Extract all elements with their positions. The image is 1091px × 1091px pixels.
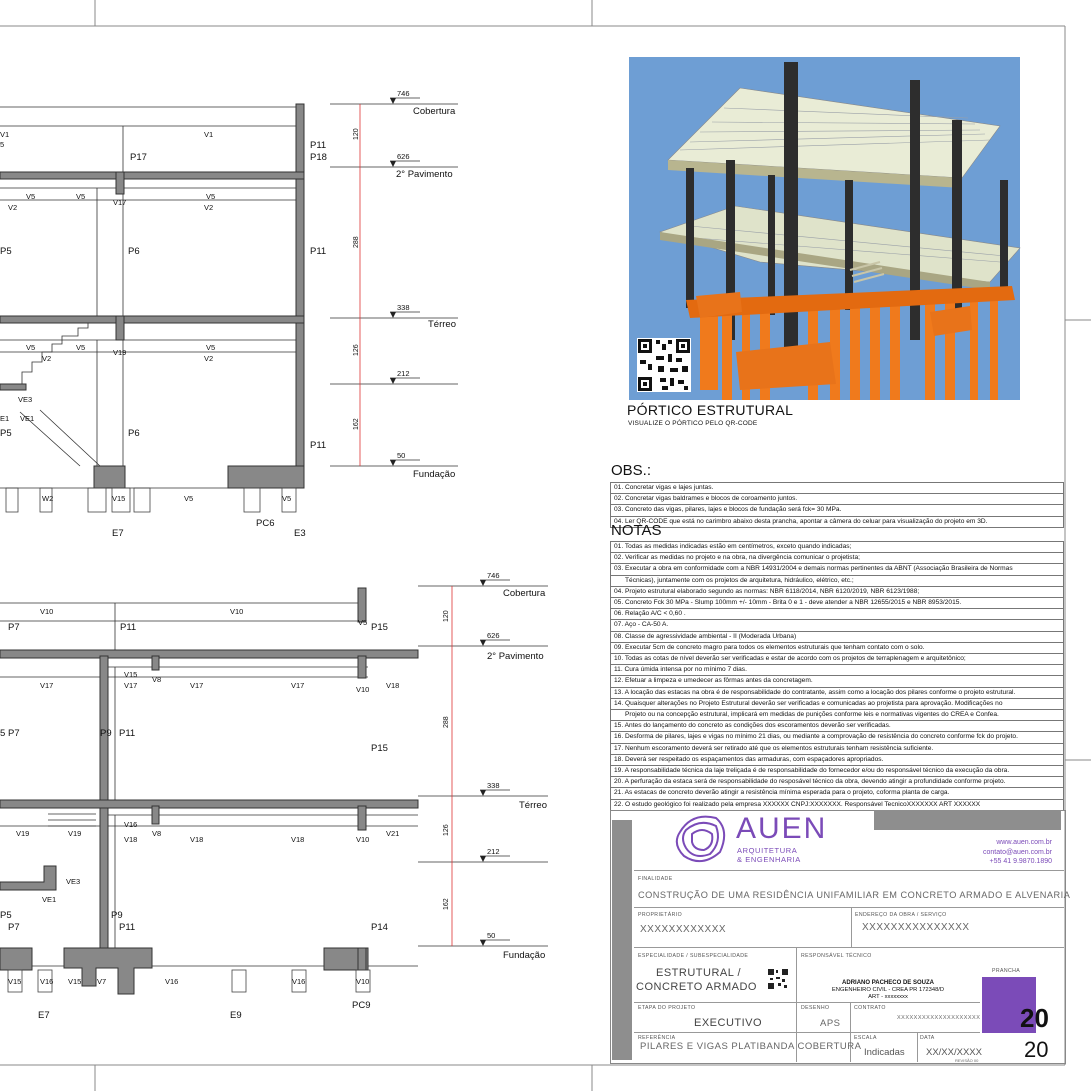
svg-text:VE3: VE3	[18, 395, 33, 404]
svg-text:PC9: PC9	[352, 1000, 371, 1011]
obs-list	[610, 482, 1064, 528]
elevation-2-levels	[418, 580, 548, 946]
svg-text:P9: P9	[100, 728, 112, 739]
brand-sub1: ARQUITETURA	[737, 846, 798, 855]
level-name: Cobertura	[503, 588, 546, 599]
svg-text:5: 5	[0, 140, 5, 149]
svg-text:E1: E1	[0, 414, 10, 423]
svg-text:P14: P14	[371, 922, 388, 933]
phone-text: +55 41 9.9870.1890	[989, 858, 1052, 865]
svg-text:V15: V15	[112, 494, 126, 503]
list-item: 22. O estudo geológico foi realizado pela empresa XXXXXX CNPJ:XXXXXXX. Responsável TecnicoXXXXXXX ART XXXXXX	[614, 800, 981, 808]
brand-name: AUEN	[736, 812, 828, 845]
svg-text:P11: P11	[310, 140, 327, 151]
dim: 288	[443, 716, 450, 728]
website-link[interactable]: www.auen.com.br	[996, 839, 1052, 846]
svg-text:P15: P15	[371, 622, 388, 633]
svg-text:VE1: VE1	[20, 414, 35, 423]
elevation-1-dims	[353, 128, 360, 430]
svg-text:P6: P6	[128, 246, 140, 257]
level-name: Fundação	[503, 950, 546, 961]
svg-text:P7: P7	[8, 622, 20, 633]
etapa-value: EXECUTIVO	[694, 1017, 763, 1029]
level-name: 2° Pavimento	[396, 169, 453, 180]
svg-text:V16: V16	[292, 977, 306, 986]
especialidade-value-1: ESTRUTURAL /	[656, 967, 742, 979]
level-value: 626	[397, 152, 410, 161]
svg-text:V19: V19	[113, 348, 127, 357]
svg-text:V2: V2	[8, 203, 18, 212]
responsavel-crea: ENGENHEIRO CIVIL - CREA PR 172348/D	[831, 987, 945, 993]
endereco-label: ENDEREÇO DA OBRA / SERVIÇO	[855, 912, 947, 918]
level-name: Térreo	[428, 319, 456, 330]
list-item: 03. Concreto das vigas, pilares, lajes e blocos de fundação será fck= 30 MPa.	[611, 505, 1063, 516]
prancha-number: 20	[1020, 1003, 1049, 1033]
svg-text:V15: V15	[8, 977, 22, 986]
dim: 120	[443, 610, 450, 622]
svg-text:P11: P11	[119, 728, 136, 739]
svg-text:V10: V10	[356, 835, 370, 844]
dim: 162	[443, 898, 450, 910]
list-item: 18. Deverá ser respeitado os espaçamentos das armaduras, com espaçadores apropriados.	[611, 755, 1063, 766]
level-name: Cobertura	[413, 106, 456, 117]
data-value: XX/XX/XXXX	[926, 1047, 982, 1058]
email-link[interactable]: contato@auen.com.br	[983, 849, 1052, 856]
contrato-label: CONTRATO	[854, 1005, 886, 1011]
responsavel-art: ART - xxxxxxxx	[868, 994, 908, 1000]
svg-text:V10: V10	[230, 607, 244, 616]
obs-title: OBS.:	[611, 462, 652, 479]
level-value: 746	[487, 571, 500, 580]
svg-text:P18: P18	[310, 152, 327, 163]
svg-text:V18: V18	[386, 681, 400, 690]
svg-text:P17: P17	[130, 152, 147, 163]
list-item: 07. Aço - CA-50 A.	[611, 620, 1063, 631]
level-name: Fundação	[413, 469, 456, 480]
dim: 120	[353, 128, 360, 140]
elevation-1-level-values	[397, 89, 410, 460]
title-block-top-bar	[874, 810, 1061, 830]
svg-text:V15: V15	[68, 977, 82, 986]
svg-text:E9: E9	[230, 1010, 242, 1021]
svg-text:V1: V1	[0, 130, 10, 139]
level-value: 212	[487, 847, 500, 856]
dim: 126	[353, 344, 360, 356]
svg-text:V17: V17	[40, 681, 54, 690]
svg-text:V8: V8	[152, 675, 162, 684]
svg-text:P7: P7	[8, 728, 20, 739]
svg-text:V17: V17	[190, 681, 204, 690]
desenho-label: DESENHO	[801, 1005, 830, 1011]
list-item: Técnicas), juntamente com os projetos de arquitetura, hidráulico, elétrico, etc.;	[611, 576, 1063, 587]
referencia-value: PILARES E VIGAS PLATIBANDA COBERTURA	[640, 1041, 862, 1052]
responsavel-name: ADRIANO PACHECO DE SOUZA	[842, 980, 934, 986]
list-item: 12. Efetuar a limpeza e umedecer as fôrmas antes da concretagem.	[611, 676, 1063, 687]
data-label: DATA	[920, 1035, 935, 1041]
svg-text:V1: V1	[204, 130, 214, 139]
level-name: 2° Pavimento	[487, 651, 544, 662]
elevation-1-levels	[330, 98, 458, 466]
finalidade-value: CONSTRUÇÃO DE UMA RESIDÊNCIA UNIFAMILIAR EM CONCRETO ARMADO E ALVENARIA	[638, 890, 1071, 900]
svg-text:V10: V10	[356, 685, 370, 694]
svg-text:P7: P7	[8, 922, 20, 933]
list-item: 19. A responsabilidade técnica da laje treliçada é de responsabilidade do fornecedor e/ou do responsável técnico da execução da obra.	[611, 766, 1063, 777]
elevation-2-piles	[8, 970, 370, 992]
elevation-2-solids	[0, 588, 418, 994]
elevation-1-level-names	[396, 106, 456, 480]
svg-text:P5: P5	[0, 910, 12, 921]
dim: 288	[353, 236, 360, 248]
portico-title: PÓRTICO ESTRUTURAL	[627, 402, 794, 418]
list-item: 02. Concretar vigas baldrames e blocos de coroamento juntos.	[611, 494, 1063, 505]
svg-text:V18: V18	[291, 835, 305, 844]
prancha-label: PRANCHA	[992, 968, 1021, 974]
proprietario-label: PROPRIETÁRIO	[638, 912, 682, 918]
level-value: 338	[487, 781, 500, 790]
auen-logo-icon	[672, 812, 732, 868]
title-block-side-bar	[612, 820, 632, 1060]
list-item: 06. Relação A/C < 0,60 .	[611, 609, 1063, 620]
svg-text:P11: P11	[310, 440, 327, 451]
svg-text:V8: V8	[152, 829, 162, 838]
endereco-value: XXXXXXXXXXXXXXX	[862, 922, 970, 933]
list-item: 01. Concretar vigas e lajes juntas.	[611, 483, 1063, 494]
svg-text:V18: V18	[124, 835, 138, 844]
list-item: 20. A perfuração da estaca será de responsabilidade do resposável técnico da obra, devendo atingir a profundidade conforme projeto.	[611, 777, 1063, 788]
svg-text:V17: V17	[113, 198, 127, 207]
desenho-value: APS	[820, 1018, 841, 1029]
brand-sub2: & ENGENHARIA	[737, 855, 801, 864]
dim: 162	[353, 418, 360, 430]
svg-text:E3: E3	[294, 528, 306, 539]
svg-text:P5: P5	[0, 428, 12, 439]
svg-text:V7: V7	[97, 977, 107, 986]
svg-text:V5: V5	[184, 494, 194, 503]
svg-text:V5: V5	[358, 618, 368, 627]
svg-text:V2: V2	[204, 203, 214, 212]
elevation-2-level-values	[487, 571, 500, 940]
svg-text:V5: V5	[282, 494, 292, 503]
svg-text:V19: V19	[68, 829, 82, 838]
notas-list	[610, 541, 1064, 811]
finalidade-label: FINALIDADE	[638, 876, 673, 882]
svg-text:V5: V5	[206, 192, 216, 201]
svg-text:V5: V5	[206, 343, 216, 352]
escala-value: Indicadas	[864, 1047, 905, 1058]
elevation-1-solids	[0, 104, 304, 488]
list-item: 10. Todas as cotas de nível deverão ser verificadas e estar de acordo com os projetos de terraplenagem e arquitetônico;	[611, 654, 1063, 665]
list-item: 14. Quaisquer alterações no Projeto Estrutural deverão ser verificadas e comunicadas ao projetista para aprovação. Modificações no	[611, 699, 1063, 710]
elevation-1	[0, 107, 300, 488]
list-item: Projeto ou na concepção estrutural, implicará em medidas de punições conforme leis e normativas vigentes do CREA e Confea.	[611, 710, 1063, 721]
list-item: 03. Executar a obra em conformidade com a NBR 14931/2004 e demais normas pertinentes da ABNT (Associação Brasileira de Normas	[611, 564, 1063, 575]
svg-text:P11: P11	[119, 922, 136, 933]
list-item: 08. Classe de agressividade ambiental - II (Moderada Urbana)	[611, 632, 1063, 643]
elevation-2-level-triangles	[480, 580, 486, 946]
list-item: 16. Desforma de pilares, lajes e vigas no mínimo 21 dias, ou mediante a comprovação de resistência do concreto conforme fck do projeto.	[611, 732, 1063, 743]
svg-text:V10: V10	[40, 607, 54, 616]
notas-title: NOTAS	[611, 522, 662, 539]
especialidade-value-2: CONCRETO ARMADO	[636, 981, 757, 993]
svg-text:VE3: VE3	[66, 877, 81, 886]
etapa-label: ETAPA DO PROJETO	[638, 1005, 696, 1011]
level-value: 338	[397, 303, 410, 312]
svg-text:V17: V17	[124, 681, 138, 690]
svg-text:P15: P15	[371, 743, 388, 754]
svg-text:P11: P11	[310, 246, 327, 257]
list-item: 04. Projeto estrutural elaborado segundo as normas: NBR 6118/2014, NBR 6120/2019, NBR 6123/1988;	[611, 587, 1063, 598]
list-item: 15. Antes do lançamento do concreto as condições dos escoramentos deverão ser verificadas.	[611, 721, 1063, 732]
svg-text:V18: V18	[190, 835, 204, 844]
svg-text:V5: V5	[26, 343, 36, 352]
level-value: 50	[487, 931, 496, 940]
svg-text:V2: V2	[42, 354, 52, 363]
svg-text:PC6: PC6	[256, 518, 275, 529]
escala-label: ESCALA	[854, 1035, 877, 1041]
contrato-value: XXXXXXXXXXXXXXXXXXXX	[897, 1015, 981, 1021]
elevation-1-level-triangles	[390, 98, 396, 466]
elevation-2-dims	[443, 610, 450, 910]
qr-code-icon	[767, 968, 789, 990]
svg-text:V19: V19	[16, 829, 30, 838]
list-item: 02. Verificar as medidas no projeto e na obra, na divergência comunicar o projetista;	[611, 553, 1063, 564]
svg-text:P11: P11	[120, 622, 137, 633]
list-item: 05. Concreto Fck 30 MPa - Slump 100mm +/- 10mm - Brita 0 e 1 - deve atender a NBR 12655/2015 e NBR 8953/2015.	[611, 598, 1063, 609]
svg-text:V15: V15	[124, 670, 138, 679]
level-value: 212	[397, 369, 410, 378]
proprietario-value: XXXXXXXXXXXX	[640, 924, 727, 935]
level-value: 746	[397, 89, 410, 98]
elevation-2-level-names	[487, 588, 547, 961]
list-item: 09. Executar 5cm de concreto magro para todos os elementos estruturais que tenham contato com o solo.	[611, 643, 1063, 654]
prancha-total: 20	[1024, 1037, 1049, 1062]
svg-text:5: 5	[0, 728, 6, 739]
dim: 126	[443, 824, 450, 836]
referencia-label: REFERÊNCIA	[638, 1035, 676, 1041]
svg-text:P5: P5	[0, 246, 12, 257]
level-value: 626	[487, 631, 500, 640]
svg-text:E7: E7	[38, 1010, 50, 1021]
list-item: 11. Cura úmida intensa por no mínimo 7 dias.	[611, 665, 1063, 676]
list-item: 17. Nenhum escoramento deverá ser retirado até que os elementos estruturais tenham resistência suficiente.	[611, 744, 1063, 755]
svg-text:E7: E7	[112, 528, 124, 539]
svg-text:VE1: VE1	[42, 895, 57, 904]
svg-text:V5: V5	[76, 192, 86, 201]
svg-text:V17: V17	[291, 681, 305, 690]
svg-text:V21: V21	[386, 829, 400, 838]
list-item: 21. As estacas de concreto deverão atingir a resistência mínima esperada para o projeto, coforma planta de carga.	[611, 788, 1063, 799]
especialidade-label: ESPECIALIDADE / SUBESPECIALIDADE	[638, 953, 749, 959]
svg-text:V16: V16	[124, 820, 138, 829]
portico-subtitle: VISUALIZE O PÓRTICO PELO QR-CODE	[628, 420, 758, 427]
level-value: 50	[397, 451, 406, 460]
list-item: 04. Ler QR-CODE que está no carimbro abaixo desta prancha, apontar a câmera do celuar para visualização do projeto em 3D.	[614, 517, 988, 525]
level-name: Térreo	[519, 800, 547, 811]
svg-text:P9: P9	[111, 910, 123, 921]
svg-text:V10: V10	[356, 977, 370, 986]
svg-text:V16: V16	[40, 977, 54, 986]
svg-text:V16: V16	[165, 977, 179, 986]
revisao-text: REVISÃO 00	[955, 1058, 979, 1063]
svg-text:W2: W2	[42, 494, 54, 503]
list-item: 13. A locação das estacas na obra é de responsabilidade do contratante, assim como a locação dos pilares conforme o projeto estrutural.	[611, 688, 1063, 699]
svg-text:P6: P6	[128, 428, 140, 439]
list-item: 01. Todas as medidas indicadas estão em centímetros, exceto quando indicadas;	[611, 542, 1063, 553]
svg-text:V5: V5	[26, 192, 36, 201]
qr-code-icon	[637, 338, 691, 392]
svg-text:V5: V5	[76, 343, 86, 352]
responsavel-label: RESPONSÁVEL TÉCNICO	[801, 953, 872, 959]
svg-text:V2: V2	[204, 354, 214, 363]
